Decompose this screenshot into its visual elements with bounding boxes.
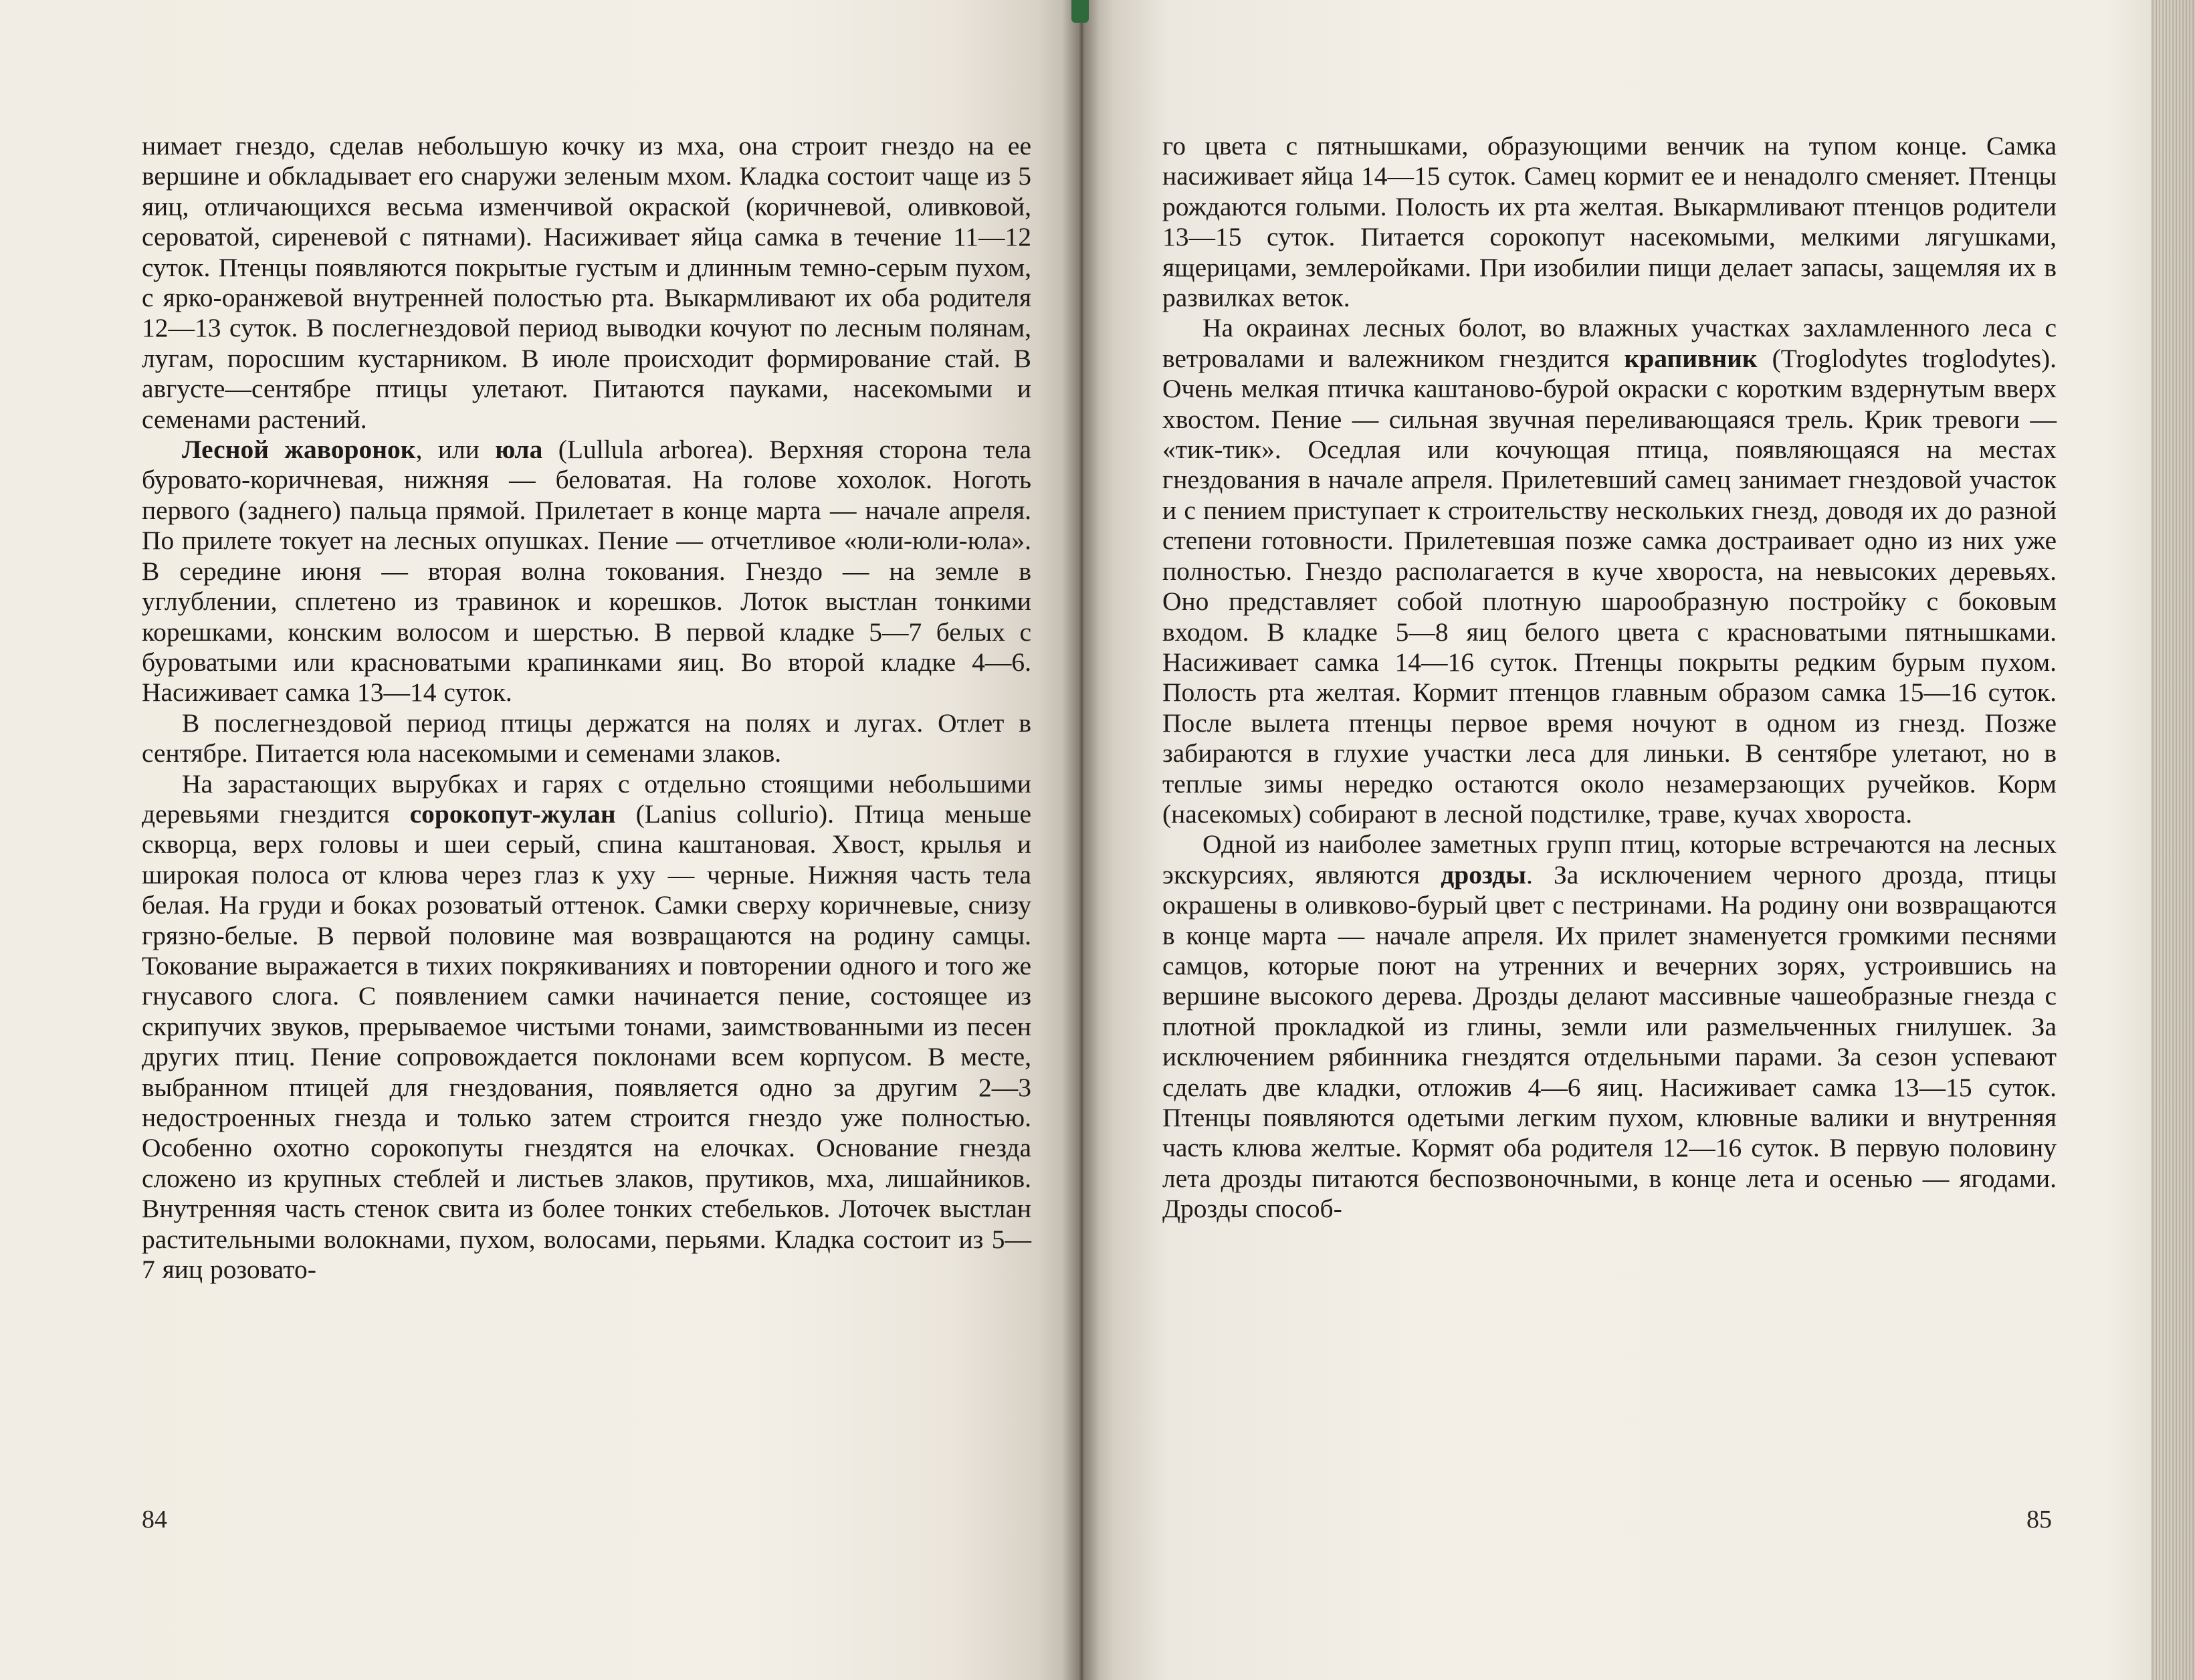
paragraph <box>142 769 1031 1285</box>
text-run: В послегнездовой период птицы держатся на полях и лугах. Отлет в сентябре. Питается юла насекомыми и семенами злаков. <box>142 708 1031 768</box>
text-run: На окраинах лесных болот, во влажных участках захламленного леса с ветровалами и валежником гнездится <box>1162 313 2057 373</box>
page-edges <box>2151 0 2195 1680</box>
bold-term: Лесной жаворонок <box>182 435 416 465</box>
text-run: , или <box>415 435 496 465</box>
text-run: . За исключением черного дрозда, птицы окрашены в оливково-бурый цвет с пестринами. На родину они возвращаются в конце марта — начале апреля. Их прилет знаменуется громкими песнями самцов, которые поют на утренних и вечерних зорях, устроившись на вершине высокого дерева. Дрозды делают массивные чашеобразные гнезда с плотной прокладкой из глины, земли или размельченных гнилушек. За исключением рябинника гнездятся отдельными парами. За сезон успевают сделать две кладки, отложив 4—6 яиц. Насиживает самка 13—15 суток. Птенцы появляются одетыми легким пухом, клювные валики и внутренняя часть клюва желтые. Кормят оба родителя 12—16 суток. В первую половину лета дрозды питаются беспозвоночными, в конце лета и осенью — ягодами. Дрозды способ- <box>1162 859 2057 1224</box>
text-run: (Lanius collurio). Птица меньше скворца, верх головы и шеи серый, спина каштановая. Хвост, крылья и широкая полоса от клюва через глаз к уху — черные. Нижняя часть тела белая. На груди и боках розоватый оттенок. Самки сверху коричневые, снизу грязно-белые. В первой половине мая возвращаются на родину самцы. Токование выражается в тихих покрякиваниях и повторении одного и того же гнусавого слога. С появлением самки начинается пение, состоящее из скрипучих звуков, прерываемое чистыми тонами, заимствованными из песен других птиц. Пение сопровождается поклонами всем корпусом. В месте, выбранном птицей для гнездования, появляется одно за другим 2—3 недостроенных гнезда и только затем строится гнездо уже полностью. Особенно охотно сорокопуты гнездятся на елочках. Основание гнезда сложено из крупных стеблей и листьев злаков, прутиков, мха, лишайников. Внутренняя часть стенок свита из более тонких стебельков. Лоточек выстлан растительными волокнами, пухом, волосами, перьями. Кладка состоит из 5—7 яиц розовато- <box>142 799 1031 1285</box>
text-run: Одной из наиболее заметных групп птиц, которые встречаются на лесных экскурсиях, являются <box>1162 829 2057 889</box>
page-number-right: 85 <box>2026 1505 2052 1534</box>
text-run: (Troglodytes troglodytes). Очень мелкая птичка каштаново-бурой окраски с коротким вздернутым вверх хвостом. Пение — сильная звучная переливающаяся трель. Крик тревоги — «тик-тик». Оседлая или кочующая птица, появляющаяся на местах гнездования в начале апреля. Прилетевший самец занимает гнездовой участок и с пением приступает к строительству нескольких гнезд, доводя их до разной степени готовности. Прилетевшая позже самка достраивает одно из них уже полностью. Гнездо располагается в куче хвороста, на невысоких деревьях. Оно представляет собой плотную шарообразную постройку с боковым входом. В кладке 5—8 яиц белого цвета с красноватыми пятнышками. Насиживает самка 14—16 суток. Птенцы покрыты редким бурым пухом. Полость рта желтая. Кормит птенцов главным образом самка 15—16 суток. После вылета птенцы первое время ночуют в одном из гнезд. Позже забираются в глухие участки леса для линьки. В сентябре улетают, но в теплые зимы нередко остаются около незамерзающих ручейков. Корм (насекомых) собирают в лесной подстилке, траве, кучах хвороста. <box>1162 343 2057 829</box>
text-run: го цвета с пятнышками, образующими венчик на тупом конце. Самка насиживает яйца 14—15 суток. Самец кормит ее и ненадолго сменяет. Птенцы рождаются голыми. Полость их рта желтая. Выкармливают птенцов родители 13—15 суток. Питается сорокопут насекомыми, мелкими лягушками, ящерицами, землеройками. При изобилии пищи делает запасы, защемляя их в развилках веток. <box>1162 131 2057 313</box>
book-gutter <box>1062 0 1100 1680</box>
text-run: На зарастающих вырубках и гарях с отдельно стоящими небольшими деревьями гнездится <box>142 768 1031 829</box>
page-number-left: 84 <box>142 1505 167 1534</box>
bold-term: юла <box>495 435 543 465</box>
bold-term: сорокопут-жулан <box>409 799 616 829</box>
left-page-text <box>142 131 1031 1285</box>
paragraph <box>1162 829 2057 1224</box>
paragraph <box>1162 131 2057 313</box>
paragraph <box>142 131 1031 435</box>
paragraph <box>142 708 1031 769</box>
bookmark-ribbon <box>1071 0 1089 23</box>
bold-term: крапивник <box>1624 343 1758 373</box>
paragraph <box>1162 313 2057 829</box>
text-run: нимает гнездо, сделав небольшую кочку из мха, она строит гнездо на ее вершине и обкладывает его снаружи зеленым мхом. Кладка состоит чаще из 5 яиц, отличающихся весьма изменчивой окраской (коричневой, оливковой, сероватой, сиреневой с пятнами). Насиживает яйца самка в течение 11—12 суток. Птенцы появляются покрытые густым и длинным темно-серым пухом, с ярко-оранжевой внутренней полостью рта. Выкармливают их оба родителя 12—13 суток. В послегнездовой период выводки кочуют по лесным полянам, лугам, поросшим кустарником. В июле происходит формирование стай. В августе—сентябре птицы улетают. Питаются пауками, насекомыми и семенами растений. <box>142 131 1031 434</box>
paragraph <box>142 435 1031 708</box>
right-page-text <box>1162 131 2057 1225</box>
text-run: (Lullula arborea). Верхняя сторона тела буровато-коричневая, нижняя — беловатая. На голове хохолок. Ноготь первого (заднего) пальца прямой. Прилетает в конце марта — начале апреля. По прилете токует на лесных опушках. Пение — отчетливое «юли-юли-юла». В середине июня — вторая волна токования. Гнездо — на земле в углублении, сплетено из травинок и корешков. Лоток выстлан тонкими корешками, конским волосом и шерстью. В первой кладке 5—7 белых с буроватыми или красноватыми крапинками яиц. Во второй кладке 4—6. Насиживает самка 13—14 суток. <box>142 435 1031 708</box>
bold-term: дрозды <box>1441 859 1526 889</box>
left-page <box>0 0 1081 1680</box>
